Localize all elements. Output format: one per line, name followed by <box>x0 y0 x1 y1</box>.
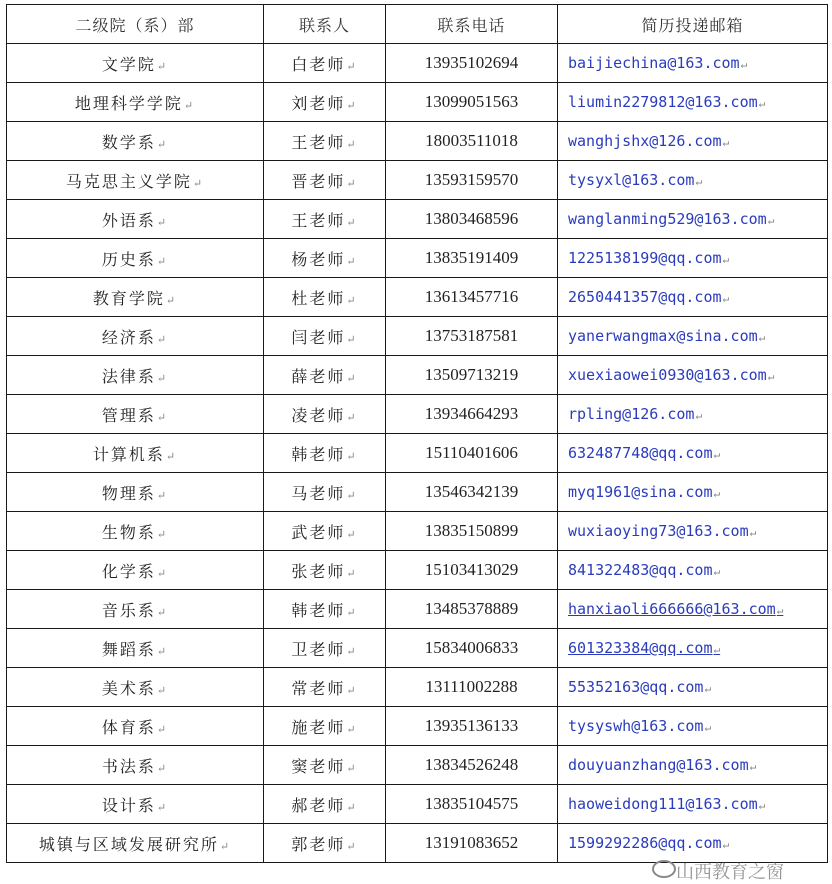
phone-cell-text: 13835191409 <box>424 248 519 267</box>
phone-cell-text: 13613457716 <box>424 287 519 306</box>
table-row <box>7 356 828 395</box>
paragraph-mark-icon: ↵ <box>713 643 721 656</box>
paragraph-mark-icon: ↵ <box>156 683 169 697</box>
dept-cell <box>7 824 264 863</box>
contact-cell <box>264 317 386 356</box>
phone-cell-text: 13099051563 <box>424 92 519 111</box>
phone-cell-text: 15834006833 <box>424 638 519 657</box>
dept-cell-text: 美术系 <box>101 678 156 698</box>
contact-cell-text: 郭老师 <box>291 834 346 854</box>
paragraph-mark-icon: ↵ <box>346 254 358 268</box>
contact-cell-text: 刘老师 <box>291 93 346 113</box>
email-link-text[interactable]: douyuanzhang@163.com <box>568 756 749 774</box>
table-row <box>7 785 828 824</box>
contact-cell-text: 张老师 <box>291 561 346 581</box>
paragraph-mark-icon: ↵ <box>346 59 358 73</box>
email-link[interactable] <box>558 122 828 161</box>
contact-cell-text: 马老师 <box>291 483 346 503</box>
dept-cell-text: 文学院 <box>101 54 156 74</box>
paragraph-mark-icon: ↵ <box>219 839 232 853</box>
phone-cell-text: 13935136133 <box>424 716 519 735</box>
contact-cell-text: 薛老师 <box>291 366 346 386</box>
contact-cell-text: 凌老师 <box>291 405 346 425</box>
dept-cell <box>7 317 264 356</box>
watermark-logo-icon <box>652 860 676 878</box>
contact-cell <box>264 746 386 785</box>
email-link[interactable] <box>558 473 828 512</box>
phone-cell <box>386 44 558 83</box>
dept-cell-text: 经济系 <box>101 327 156 347</box>
contact-cell <box>264 395 386 434</box>
paragraph-mark-icon: ↵ <box>346 644 358 658</box>
paragraph-mark-icon: ↵ <box>740 58 748 71</box>
contact-cell <box>264 473 386 512</box>
contact-cell <box>264 161 386 200</box>
phone-cell-text: 13593159570 <box>424 170 519 189</box>
email-link-text[interactable]: tysyxl@163.com <box>568 171 695 189</box>
table-row <box>7 473 828 512</box>
phone-cell <box>386 668 558 707</box>
phone-cell <box>386 200 558 239</box>
table-row <box>7 590 828 629</box>
paragraph-mark-icon: ↵ <box>346 98 358 112</box>
contact-cell-text: 王老师 <box>291 210 346 230</box>
dept-cell-text: 马克思主义学院 <box>65 171 192 191</box>
dept-cell <box>7 239 264 278</box>
contact-table <box>6 4 828 863</box>
paragraph-mark-icon: ↵ <box>156 137 169 151</box>
dept-cell <box>7 473 264 512</box>
contact-cell <box>264 629 386 668</box>
paragraph-mark-icon: ↵ <box>713 565 721 578</box>
paragraph-mark-icon: ↵ <box>156 59 169 73</box>
dept-cell-text: 体育系 <box>101 717 156 737</box>
contact-cell <box>264 551 386 590</box>
email-link[interactable] <box>558 44 828 83</box>
contact-cell-text: 韩老师 <box>291 600 346 620</box>
paragraph-mark-icon: ↵ <box>346 527 358 541</box>
dept-cell <box>7 200 264 239</box>
table-row <box>7 122 828 161</box>
contact-cell-text: 常老师 <box>291 678 346 698</box>
email-link[interactable] <box>558 395 828 434</box>
paragraph-mark-icon: ↵ <box>767 370 775 383</box>
email-link[interactable] <box>558 83 828 122</box>
email-link[interactable] <box>558 668 828 707</box>
phone-cell-text: 13509713219 <box>424 365 519 384</box>
phone-cell <box>386 395 558 434</box>
paragraph-mark-icon: ↵ <box>749 760 757 773</box>
email-link[interactable] <box>558 434 828 473</box>
paragraph-mark-icon: ↵ <box>165 449 178 463</box>
email-link[interactable] <box>558 317 828 356</box>
contact-cell-text: 闫老师 <box>291 327 346 347</box>
email-link[interactable] <box>558 824 828 863</box>
email-link-text[interactable]: 601323384@qq.com <box>568 639 713 657</box>
email-link-text[interactable]: 1225138199@qq.com <box>568 249 722 267</box>
paragraph-mark-icon: ↵ <box>156 722 169 736</box>
email-link[interactable] <box>558 590 828 629</box>
paragraph-mark-icon: ↵ <box>346 176 358 190</box>
table-row <box>7 83 828 122</box>
email-link[interactable] <box>558 551 828 590</box>
dept-cell <box>7 590 264 629</box>
paragraph-mark-icon: ↵ <box>165 293 178 307</box>
paragraph-mark-icon: ↵ <box>758 97 766 110</box>
phone-cell <box>386 356 558 395</box>
paragraph-mark-icon: ↵ <box>704 682 712 695</box>
phone-cell-text: 13834526248 <box>424 755 519 774</box>
contact-cell-text: 施老师 <box>291 717 346 737</box>
paragraph-mark-icon: ↵ <box>156 761 169 775</box>
paragraph-mark-icon: ↵ <box>695 409 703 422</box>
email-link[interactable] <box>558 161 828 200</box>
paragraph-mark-icon: ↵ <box>156 566 169 580</box>
paragraph-mark-icon: ↵ <box>346 605 358 619</box>
paragraph-mark-icon: ↵ <box>713 487 721 500</box>
email-link[interactable] <box>558 629 828 668</box>
table-row <box>7 629 828 668</box>
phone-cell-text: 15103413029 <box>424 560 519 579</box>
email-link-text[interactable]: baijiechina@163.com <box>568 54 740 72</box>
email-link-text[interactable]: 2650441357@qq.com <box>568 288 722 306</box>
table-row <box>7 824 828 863</box>
paragraph-mark-icon: ↵ <box>346 566 358 580</box>
contact-cell <box>264 434 386 473</box>
table-row <box>7 161 828 200</box>
phone-cell-text: 13546342139 <box>424 482 519 501</box>
contact-cell <box>264 278 386 317</box>
phone-cell <box>386 161 558 200</box>
dept-cell <box>7 785 264 824</box>
paragraph-mark-icon: ↵ <box>156 800 169 814</box>
email-link-text[interactable]: 841322483@qq.com <box>568 561 713 579</box>
email-link[interactable] <box>558 200 828 239</box>
dept-cell-text: 物理系 <box>101 483 156 503</box>
phone-cell-text: 13835104575 <box>424 794 519 813</box>
dept-cell-text: 舞蹈系 <box>101 639 156 659</box>
dept-cell <box>7 434 264 473</box>
phone-cell <box>386 746 558 785</box>
table-row <box>7 44 828 83</box>
dept-cell-text: 管理系 <box>101 405 156 425</box>
contact-cell <box>264 785 386 824</box>
paragraph-mark-icon: ↵ <box>695 175 703 188</box>
paragraph-mark-icon: ↵ <box>346 293 358 307</box>
contact-cell-text: 晋老师 <box>291 171 346 191</box>
table-row <box>7 395 828 434</box>
paragraph-mark-icon: ↵ <box>346 410 358 424</box>
email-link-text[interactable]: haoweidong111@163.com <box>568 795 758 813</box>
dept-cell <box>7 44 264 83</box>
email-link[interactable] <box>558 707 828 746</box>
dept-cell <box>7 83 264 122</box>
paragraph-mark-icon: ↵ <box>749 526 757 539</box>
email-link[interactable] <box>558 785 828 824</box>
email-link-text[interactable]: 632487748@qq.com <box>568 444 713 462</box>
contact-cell-text: 杨老师 <box>291 249 346 269</box>
contact-cell <box>264 200 386 239</box>
contact-cell <box>264 590 386 629</box>
dept-cell-text: 法律系 <box>101 366 156 386</box>
contact-cell-text: 白老师 <box>291 54 346 74</box>
phone-cell-text: 15110401606 <box>425 443 518 462</box>
dept-cell-text: 设计系 <box>101 795 156 815</box>
paragraph-mark-icon: ↵ <box>346 488 358 502</box>
phone-cell-text: 13935102694 <box>424 53 519 72</box>
paragraph-mark-icon: ↵ <box>346 215 358 229</box>
phone-cell <box>386 512 558 551</box>
dept-cell-text: 外语系 <box>101 210 156 230</box>
contact-cell-text: 王老师 <box>291 132 346 152</box>
phone-cell <box>386 122 558 161</box>
email-link[interactable] <box>558 512 828 551</box>
email-link[interactable] <box>558 356 828 395</box>
dept-cell <box>7 629 264 668</box>
paragraph-mark-icon: ↵ <box>156 410 169 424</box>
dept-cell-text: 生物系 <box>101 522 156 542</box>
paragraph-mark-icon: ↵ <box>776 604 784 617</box>
email-link-text[interactable]: 55352163@qq.com <box>568 678 704 696</box>
email-link-text[interactable]: wuxiaoying73@163.com <box>568 522 749 540</box>
table-row <box>7 746 828 785</box>
paragraph-mark-icon: ↵ <box>346 722 358 736</box>
phone-cell-text: 13191083652 <box>424 833 519 852</box>
dept-cell <box>7 746 264 785</box>
contact-cell <box>264 824 386 863</box>
paragraph-mark-icon: ↵ <box>346 839 358 853</box>
paragraph-mark-icon: ↵ <box>156 527 169 541</box>
paragraph-mark-icon: ↵ <box>767 214 775 227</box>
paragraph-mark-icon: ↵ <box>704 721 712 734</box>
table-row <box>7 239 828 278</box>
phone-cell-text: 13753187581 <box>424 326 519 345</box>
paragraph-mark-icon: ↵ <box>713 448 721 461</box>
paragraph-mark-icon: ↵ <box>156 371 169 385</box>
dept-cell-text: 数学系 <box>101 132 156 152</box>
phone-cell <box>386 278 558 317</box>
paragraph-mark-icon: ↵ <box>346 137 358 151</box>
contact-cell <box>264 668 386 707</box>
paragraph-mark-icon: ↵ <box>346 800 358 814</box>
contact-cell <box>264 356 386 395</box>
phone-cell <box>386 590 558 629</box>
table-row <box>7 668 828 707</box>
paragraph-mark-icon: ↵ <box>758 331 766 344</box>
watermark-text: 山西教育之窗 <box>676 862 784 883</box>
contact-cell-text: 武老师 <box>291 522 346 542</box>
phone-cell-text: 18003511018 <box>425 131 518 150</box>
dept-cell-text: 计算机系 <box>92 444 165 464</box>
paragraph-mark-icon: ↵ <box>156 332 169 346</box>
header-phone: 联系电话 <box>386 5 558 44</box>
paragraph-mark-icon: ↵ <box>346 761 358 775</box>
table-row <box>7 707 828 746</box>
dept-cell <box>7 122 264 161</box>
paragraph-mark-icon: ↵ <box>346 371 358 385</box>
phone-cell <box>386 239 558 278</box>
dept-cell <box>7 356 264 395</box>
phone-cell-text: 13111002288 <box>425 677 518 696</box>
email-link-text[interactable]: tysyswh@163.com <box>568 717 704 735</box>
email-link-text[interactable]: hanxiaoli666666@163.com <box>568 600 776 618</box>
phone-cell <box>386 629 558 668</box>
email-link-text[interactable]: 1599292286@qq.com <box>568 834 722 852</box>
dept-cell-text: 化学系 <box>101 561 156 581</box>
email-link-text[interactable]: liumin2279812@163.com <box>568 93 758 111</box>
table-row <box>7 434 828 473</box>
paragraph-mark-icon: ↵ <box>346 683 358 697</box>
paragraph-mark-icon: ↵ <box>722 838 730 851</box>
paragraph-mark-icon: ↵ <box>346 449 358 463</box>
dept-cell <box>7 668 264 707</box>
paragraph-mark-icon: ↵ <box>758 799 766 812</box>
header-dept: 二级院（系）部 <box>7 5 264 44</box>
paragraph-mark-icon: ↵ <box>156 215 169 229</box>
phone-cell <box>386 707 558 746</box>
paragraph-mark-icon: ↵ <box>156 488 169 502</box>
header-email: 简历投递邮箱 <box>558 5 828 44</box>
dept-cell-text: 音乐系 <box>101 600 156 620</box>
dept-cell-text: 书法系 <box>101 756 156 776</box>
email-link[interactable] <box>558 278 828 317</box>
paragraph-mark-icon: ↵ <box>183 98 196 112</box>
email-link-text[interactable]: xuexiaowei0930@163.com <box>568 366 767 384</box>
dept-cell-text: 城镇与区域发展研究所 <box>38 834 219 854</box>
phone-cell <box>386 551 558 590</box>
table-row <box>7 200 828 239</box>
paragraph-mark-icon: ↵ <box>722 253 730 266</box>
phone-cell <box>386 824 558 863</box>
paragraph-mark-icon: ↵ <box>346 332 358 346</box>
phone-cell-text: 13835150899 <box>424 521 519 540</box>
email-link-text[interactable]: rpling@126.com <box>568 405 695 423</box>
email-link-text[interactable]: yanerwangmax@sina.com <box>568 327 758 345</box>
dept-cell <box>7 395 264 434</box>
table-body <box>7 44 828 863</box>
phone-cell-text: 13803468596 <box>424 209 519 228</box>
table-row <box>7 278 828 317</box>
contact-cell-text: 韩老师 <box>291 444 346 464</box>
table-row <box>7 512 828 551</box>
dept-cell <box>7 551 264 590</box>
phone-cell-text: 13485378889 <box>424 599 519 618</box>
dept-cell-text: 历史系 <box>101 249 156 269</box>
contact-cell-text: 卫老师 <box>291 639 346 659</box>
dept-cell <box>7 512 264 551</box>
phone-cell <box>386 83 558 122</box>
table-row <box>7 551 828 590</box>
contact-cell <box>264 44 386 83</box>
paragraph-mark-icon: ↵ <box>192 176 205 190</box>
table-row <box>7 317 828 356</box>
phone-cell <box>386 317 558 356</box>
contact-cell-text: 窦老师 <box>291 756 346 776</box>
contact-cell <box>264 239 386 278</box>
email-link-text[interactable]: wanglanming529@163.com <box>568 210 767 228</box>
phone-cell-text: 13934664293 <box>424 404 519 423</box>
paragraph-mark-icon: ↵ <box>156 605 169 619</box>
dept-cell <box>7 161 264 200</box>
dept-cell-text: 教育学院 <box>92 288 165 308</box>
email-link[interactable] <box>558 746 828 785</box>
dept-cell <box>7 278 264 317</box>
phone-cell <box>386 785 558 824</box>
phone-cell <box>386 473 558 512</box>
contact-cell <box>264 122 386 161</box>
header-contact: 联系人 <box>264 5 386 44</box>
email-link[interactable] <box>558 239 828 278</box>
contact-cell <box>264 707 386 746</box>
paragraph-mark-icon: ↵ <box>156 254 169 268</box>
contact-cell-text: 杜老师 <box>291 288 346 308</box>
header-row <box>7 5 828 44</box>
paragraph-mark-icon: ↵ <box>722 136 730 149</box>
phone-cell <box>386 434 558 473</box>
contact-cell <box>264 83 386 122</box>
dept-cell-text: 地理科学学院 <box>74 93 183 113</box>
contact-cell-text: 郝老师 <box>291 795 346 815</box>
dept-cell <box>7 707 264 746</box>
paragraph-mark-icon: ↵ <box>156 644 169 658</box>
email-link-text[interactable]: wanghjshx@126.com <box>568 132 722 150</box>
contact-cell <box>264 512 386 551</box>
email-link-text[interactable]: myq1961@sina.com <box>568 483 713 501</box>
paragraph-mark-icon: ↵ <box>722 292 730 305</box>
